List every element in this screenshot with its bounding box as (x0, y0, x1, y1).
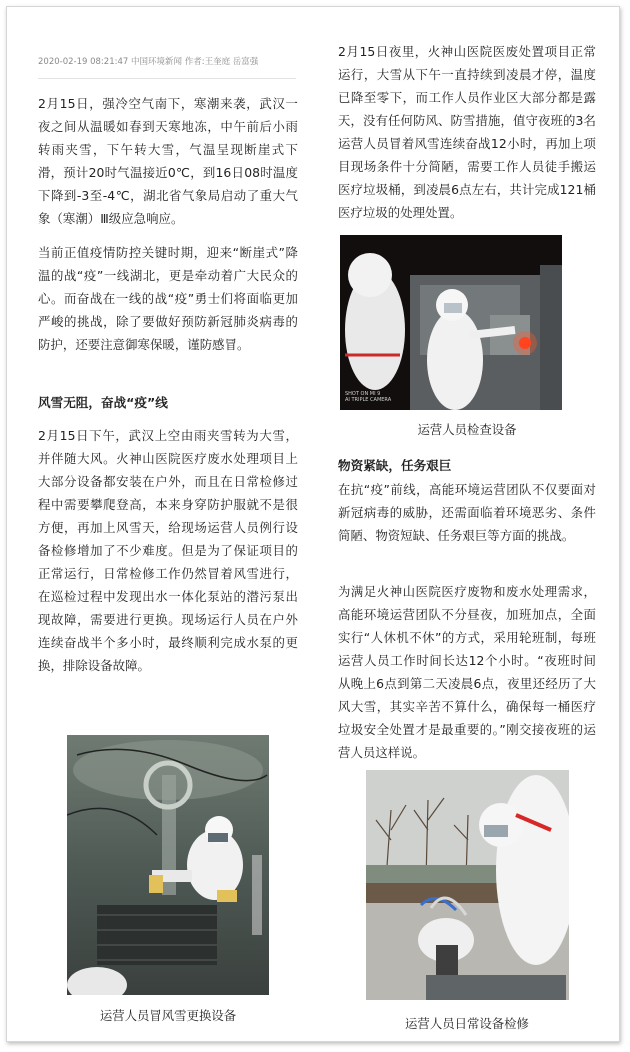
photo-pump-replacement (67, 735, 269, 995)
photo-watermark (345, 391, 391, 403)
publish-datetime: 2020-02-19 08:21:47 (38, 57, 129, 67)
section-heading-supplies: 物资紧缺，任务艰巨 (338, 458, 452, 473)
author-names: 王奎庭 岳富强 (204, 57, 259, 67)
caption-equipment-check: 运营人员检查设备 (417, 422, 517, 437)
watermark-line-2: AI TRIPLE CAMERA (345, 397, 392, 403)
paragraph-shift-work: 为满足火神山医院医疗废物和废水处理需求，高能环境运营团队不分昼夜，加班加点，全面实行“人休机不休”的方式，采用轮班制，每班运营人员工作时间长达12个小时。“夜班时间从晚上6点到第二天凌晨6点，夜里还经历了大风大雪，其实辛苦不算什么，确保每一桶医疗垃圾安全处置才是最重要的。”刚交接夜班的运营人员这样说。 (338, 584, 596, 760)
meta-divider (38, 78, 296, 79)
paragraph-cold-wave: 2月15日，强冷空气南下，寒潮来袭，武汉一夜之间从温暖如春到天寒地冻，中午前后小雨转雨夹雪，下午转大雪，气温呈现断崖式下滑，预计20时气温接近0℃，到16日08时温度下降到-3至-4℃，湖北省气象局启动了重大气象（寒潮）Ⅲ级应急响应。 (38, 96, 298, 226)
caption-pump-replacement: 运营人员冒风雪更换设备 (99, 1008, 237, 1023)
paragraph-epidemic-frontline: 当前正值疫情防控关键时期，迎来“断崖式”降温的战“疫”一线湖北，更是牵动着广大民众的心。而奋战在一线的战“疫”勇士们将面临更加严峻的挑战，除了要做好预防新冠肺炎病毒的防护，还要注意御寒保暖，谨防感冒。 (38, 245, 298, 352)
paragraph-pump-repair: 2月15日下午，武汉上空由雨夹雪转为大雪，并伴随大风。火神山医院医疗废水处理项目上大部分设备都安装在户外，而且在日常检修过程中需要攀爬登高，本来身穿防护服就不是很方便，再加上风雪天，给现场运营人员例行设备检修增加了不少难度。但是为了保证项目的正常运行，日常检修工作仍然冒着风雪进行，在巡检过程中发现出水一体化泵站的潜污泵出现故障，需要进行更换。现场运行人员在户外连续奋战半个多小时，最终顺利完成水泵的更换，排除设备故障。 (38, 428, 298, 673)
author-label: 作者: (184, 57, 205, 67)
watermark-line-1: SHOT ON MI 9 (345, 391, 381, 397)
article-meta (38, 55, 298, 67)
paragraph-medical-waste-night: 2月15日夜里，火神山医院医废处置项目正常运行，大雪从下午一直持续到凌晨才停，温度已降至零下，而工作人员作业区大部分都是露天，没有任何防风、防雪措施，值守夜班的3名运营人员冒着风雪连续奋战12小时，再加上项目现场条件十分简陋，需要工作人员徒手搬运医疗垃圾桶，到凌晨6点左右，共计完成121桶医疗垃圾的处理处置。 (338, 44, 596, 220)
photo-equipment-check (340, 235, 562, 410)
paragraph-challenges: 在抗“疫”前线，高能环境运营团队不仅要面对新冠病毒的威胁，还需面临着环境恶劣、条件简陋、物资短缺、任务艰巨等方面的挑战。 (338, 482, 596, 543)
section-heading-snow: 风雪无阻，奋战“疫”线 (38, 395, 168, 410)
news-source: 中国环境新闻 (130, 57, 182, 67)
photo-routine-maintenance (366, 770, 569, 1000)
caption-routine-maintenance: 运营人员日常设备检修 (405, 1016, 529, 1031)
